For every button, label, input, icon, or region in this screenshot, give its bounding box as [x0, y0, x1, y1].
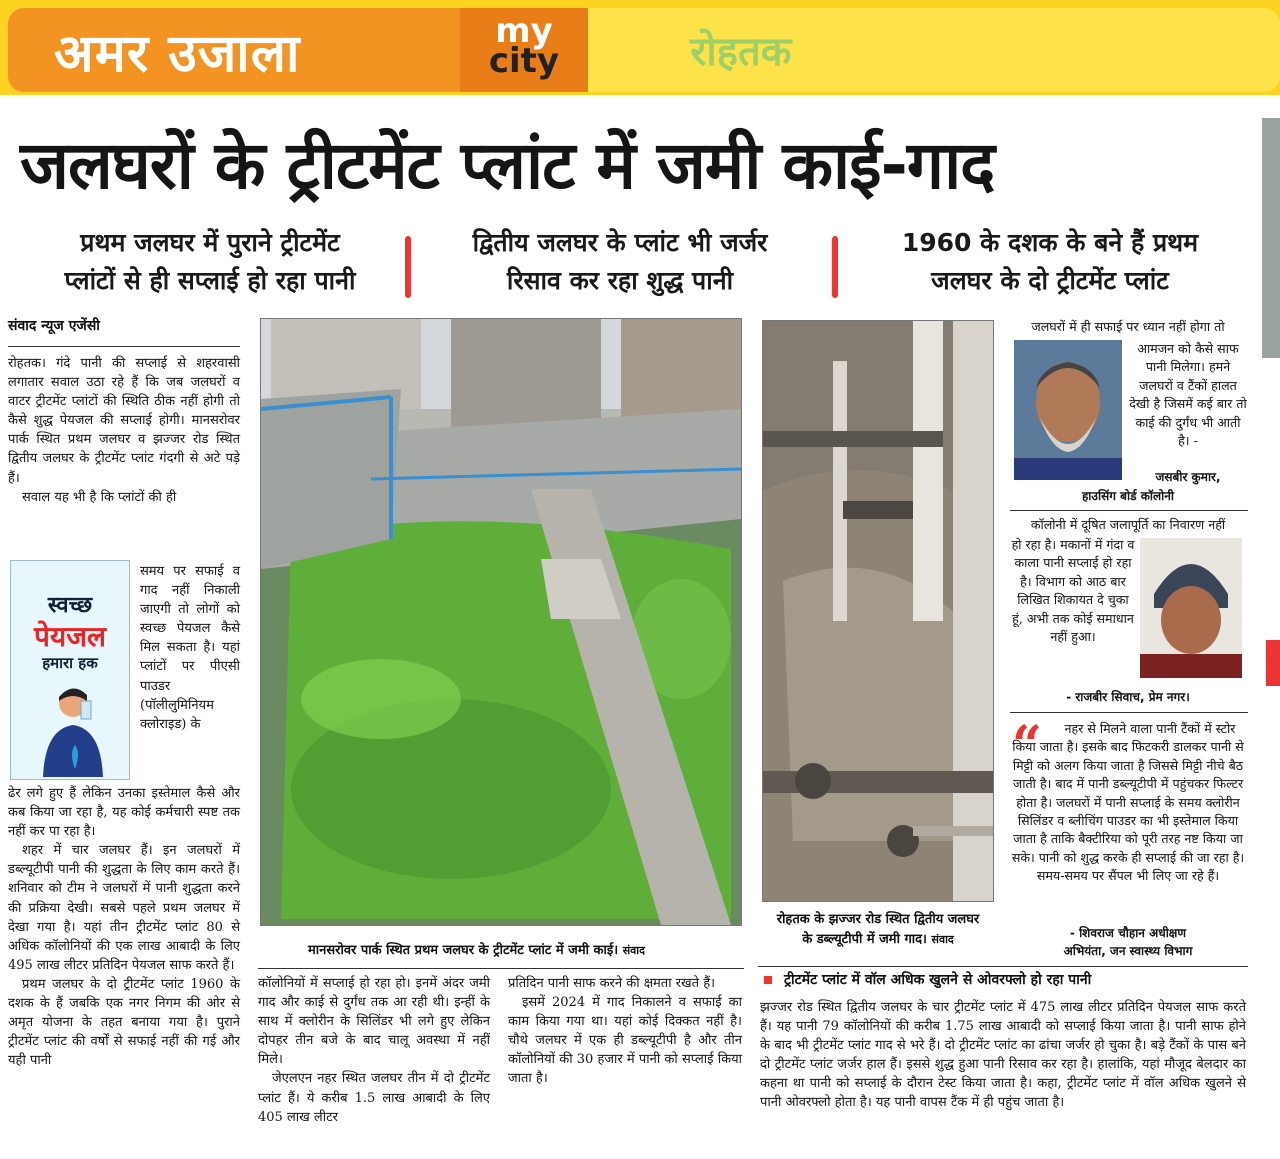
subhead-1: [20, 224, 400, 300]
campaign-logo-line1: स्वच्छ: [47, 593, 93, 618]
resident-quote-1-top: जलघरों में ही सफाई पर ध्यान नहीं होगा तो: [1031, 319, 1225, 334]
resident-1-place: हाउसिंग बोर्ड कॉलोनी: [1081, 489, 1175, 503]
algae-tank-photo: [260, 318, 742, 926]
resident-photo-1: [1014, 340, 1122, 480]
official-designation: अभियंता, जन स्वास्थ्य विभाग: [1063, 944, 1193, 958]
subhead-3: [850, 224, 1250, 300]
resident-quote-2-side: हो रहा है। मकानों में गंदा व काला पानी सप्लाई हो रहा है। विभाग को आठ बार लिखित शिकायत दे चुका हूं, अभी तक कोई समाधान नहीं हुआ।: [1011, 537, 1135, 645]
campaign-logo: [10, 560, 130, 780]
subhead-1-line2: प्लांटों से ही सप्लाई हो रहा पानी: [64, 266, 356, 295]
resident-quote-2-top: कॉलोनी में दूषित जलापूर्ति का निवारण नहीं: [1030, 517, 1226, 532]
byline: संवाद न्यूज एजेंसी: [8, 318, 100, 334]
mycity-my-text: my: [495, 11, 553, 51]
official-quote-text: नहर से मिलने वाला पानी टैंकों में स्टोर किया जाता है। इसके बाद फिटकरी डालकर पानी से मिट्टी को अलग किया जाता है जिससे मिट्टी नीचे बैठ जाती है। बाद में पानी डब्ल्यूटीपी में पहुंचकर फिल्टर होता है। जलघरों में पानी सप्लाई के समय क्लोरीन सिलिंडर व ब्लीचिंग पाउडर का भी इस्तेमाल किया जाता है ताकि बैक्टीरिया को पूरी तरह नष्ट किया जा सके। पानी को शुद्ध करके ही सप्लाई की जा रहा है। समय-समय पर सैंपल भी लिए जा रहे हैं।: [1011, 721, 1245, 884]
neighbour-page-photo: [1262, 118, 1280, 358]
algae-tank-photo-art: [261, 319, 741, 925]
official-name: - शिवराज चौहान अधीक्षण: [1069, 926, 1187, 940]
edition-city: रोहतक: [690, 29, 792, 75]
subhead-separator: [832, 236, 838, 298]
article-paragraph: प्रतिदिन पानी साफ करने की क्षमता रखते हैं।: [508, 976, 716, 991]
drinking-person-icon: [29, 679, 113, 777]
article-column-1-wrap: [140, 562, 240, 734]
article-column-3: [508, 974, 742, 1089]
photo1-credit: संवाद: [622, 944, 645, 957]
campaign-logo-line2: पेयजल: [34, 620, 106, 653]
newspaper-logo: अमर उजाला: [54, 23, 301, 84]
article-column-1-bottom: [8, 784, 240, 1070]
subhead-separator: [405, 236, 411, 298]
subhead-2-line1: द्वितीय जलघर के प्लांट भी जर्जर: [472, 228, 768, 257]
neighbour-page-accent: [1266, 640, 1280, 686]
article-paragraph: शहर में चार जलघर हैं। इन जलघरों में डब्ल्यूटीपी पानी की शुद्धता के लिए काम करते हैं। शनिवार को टीम ने जलघरों में पानी शुद्धता करने की प्रक्रिया देखी। सबसे पहले प्रथम जलघर में देखा गया है। यहां तीन ट्रीटमेंट प्लांट 80 से अधिक कॉलोनियों की एक लाख आबादी के लिए 495 लाख लीटर प्रतिदिन पेयजल साफ करते हैं।: [8, 843, 240, 973]
subhead-3-line1: 1960 के दशक के बने हैं प्रथम: [901, 228, 1199, 257]
resident-portrait-2: [1140, 538, 1242, 678]
divider: [1010, 712, 1248, 713]
side-box-heading: ट्रीटमेंट प्लांट में वॉल अधिक खुलने से ओवरफ्लो हो रहा पानी: [784, 972, 1092, 988]
resident-2-attribution: - राजबीर सिवाच, प्रेम नगर।: [1066, 690, 1190, 704]
subhead-3-line2: जलघर के दो ट्रीटमेंट प्लांट: [931, 266, 1169, 295]
subhead-1-line1: प्रथम जलघर में पुराने ट्रीटमेंट: [80, 228, 340, 257]
photo2-caption: [760, 910, 996, 950]
side-box-text: झज्जर रोड स्थित द्वितीय जलघर के चार ट्रीटमेंट प्लांट में 475 लाख लीटर प्रतिदिन पेयजल साफ करते हैं। यह पानी 79 कॉलोनियों की करीब 1.75 लाख आबादी को सप्लाई किया जाता है। पानी साफ होने के बाद भी ट्रीटमेंट प्लांट गाद से भरे हैं। दो ट्रीटमेंट प्लांट का ढांचा जर्जर हो चुका है। बड़े टैंकों के पास बने दो ट्रीटमेंट प्लांट जर्जर हाल हैं। इससे शुद्ध हुआ पानी रिसाव कर रहा है। हालांकि, यहां मौजूद बेलदार का कहना था पानी को सप्लाई के दौरान टेस्ट किया जाता है। कहा, ट्रीटमेंट प्लांट में वॉल अधिक खुलने से पानी ओवरफ्लो होता है। यह पानी वापस टैंक में ही पहुंच जाता है।: [760, 1000, 1246, 1111]
article-paragraph: इसमें 2024 में गाद निकालने व सफाई का काम किया गया था। यहां कोई दिक्कत नहीं है। चौथे जलघर में एक ही डब्ल्यूटीपी है और तीन कॉलोनियों की 30 हजार में पानी को सप्लाई किया जाता है।: [508, 995, 742, 1087]
photo2-caption-line2: के डब्ल्यूटीपी में जमी गाद।: [802, 932, 927, 947]
mycity-logo: [460, 8, 588, 92]
sludge-plant-photo-art: [763, 321, 993, 901]
subhead-2-line2: रिसाव कर रहा शुद्ध पानी: [506, 266, 734, 295]
sludge-plant-photo: [762, 320, 994, 902]
article-paragraph: कॉलोनियों में सप्लाई हो रहा हो। इनमें अंदर जमी गाद और काई से दुर्गंध तक आ रही थी। इन्हीं के साथ में क्लोरीन के सिलिंडर भी लगे हुए लेकिन दोपहर तीन बजे के बाद चालू अवस्था में नहीं मिले।: [258, 976, 490, 1068]
article-paragraph: जेएलएन नहर स्थित जलघर तीन में दो ट्रीटमेंट प्लांट हैं। ये करीब 1.5 लाख आबादी के लिए 405 लाख लीटर: [258, 1071, 490, 1125]
divider: [8, 346, 240, 347]
article-paragraph: रोहतक। गंदे पानी की सप्लाई से शहरवासी लगातार सवाल उठा रहे हैं कि जब जलघरों व वाटर ट्रीटमेंट प्लांटों की स्थिति ठीक नहीं होगी तो कैसे शुद्ध पेयजल की सप्लाई होगी। मानसरोवर पार्क स्थित प्रथम जलघर व झज्जर रोड स्थित द्वितीय जलघर के ट्रीटमेंट प्लांट गंदगी से अटे पड़े हैं।: [8, 356, 240, 486]
divider: [258, 968, 744, 969]
photo1-caption: [308, 940, 645, 958]
photo2-caption-line1: रोहतक के झज्जर रोड स्थित द्वितीय जलघर: [776, 912, 980, 927]
article-paragraph: सवाल यह भी है कि प्लांटों की ही: [22, 489, 177, 505]
photo2-credit: संवाद: [931, 933, 954, 946]
article-paragraph: ढेर लगे हुए हैं लेकिन उनका इस्तेमाल कैसे और कब किया जा रहा है, यह कोई कर्मचारी स्पष्ट तक नहीं कर पा रहा है।: [8, 786, 240, 840]
bullet-icon: [764, 976, 772, 984]
campaign-logo-line3: हमारा हक: [42, 654, 98, 672]
article-paragraph: प्रथम जलघर के दो ट्रीटमेंट प्लांट 1960 के दशक के हैं जबकि एक नगर निगम की ओर से अमृत योजना के तहत बनाया गया है। पुराने ट्रीटमेंट प्लांट की वर्षों से सफाई नहीं की गई और यही पानी: [8, 976, 240, 1069]
divider: [758, 966, 1248, 967]
photo1-caption-text: मानसरोवर पार्क स्थित प्रथम जलघर के ट्रीटमेंट प्लांट में जमी काई।: [308, 943, 619, 958]
divider: [1010, 510, 1248, 511]
page-title: जलघरों के ट्रीटमेंट प्लांट में जमी काई-गाद: [20, 127, 995, 204]
resident-portrait-1: [1014, 340, 1122, 480]
article-column-2: [258, 974, 490, 1127]
resident-quote-1-side: आमजन को कैसे साफ पानी मिलेगा। हमने जलघरों व टैंकों हालत देखी है जिसमें कई बार तो काई की दुर्गंध भी आती है। -: [1129, 341, 1247, 449]
article-paragraph: समय पर सफाई व गाद नहीं निकाली जाएगी तो लोगों को स्वच्छ पेयजल कैसे मिल सकता है। यहां प्लांटों पर पीएसी पाउडर (पॉलीलुमिनियम क्लोराइड) के: [140, 564, 240, 732]
resident-1-name: जसबीर कुमार,: [1155, 470, 1221, 484]
resident-photo-2: [1140, 538, 1242, 678]
quote-mark-icon: “: [1012, 715, 1042, 776]
subhead-2: [420, 224, 820, 300]
article-column-1-top: [8, 354, 240, 507]
mycity-city-text: city: [488, 41, 560, 81]
